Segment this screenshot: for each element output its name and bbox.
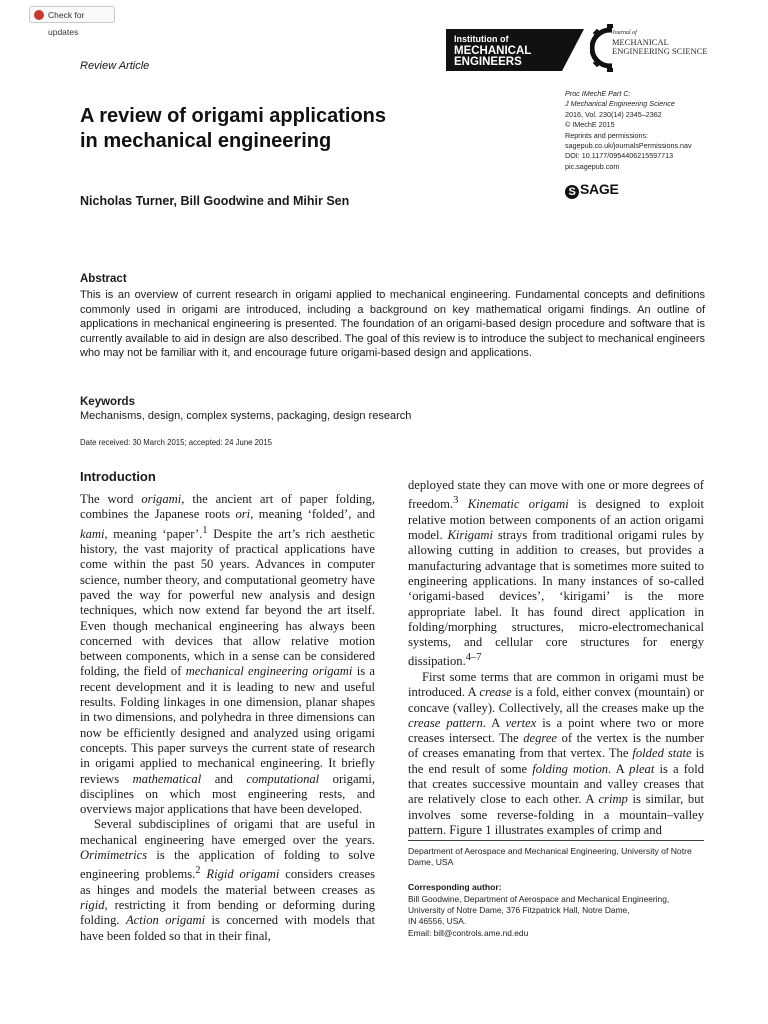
meta-journal-name: J Mechanical Engineering Science bbox=[565, 99, 675, 109]
journal-logo-line1: Journal of bbox=[612, 30, 637, 36]
intro-paragraph-1: The word origami, the ancient art of paper folding, combines the Japanese roots ori, meaning ‘folded’, and kami, meaning ‘paper’.$^1$ Despite the art’s rich aesthetic history, the vast majority of practical applications have come within the past 50 years. Advances in computer science, number theory, and computational geometry have paved the way for powerful new analysis and design techniques, which now extend far beyond the art itself. Even though mechanical engineering has always been concerned with devices that allow relative motion between components, which in a sense can be considered folding, the field of mechanical engineering origami is a recent development and it is leading to new and useful results. Folding linkages in one dimension, planar shapes in two dimensions, and polyhedra in three dimensions can now be efficiently designed and analyzed using origami concepts. This paper surveys the current state of research in origami applied to mechanical engineering. It briefly reviews mathematical and computational origami, disciplines on which most engineering rests, and overviews major applications that have been developed. bbox=[80, 492, 376, 817]
term-mech-eng-origami: mechanical engineering origami bbox=[185, 664, 353, 679]
term-folding-motion: folding motion bbox=[532, 761, 609, 776]
corresponding-zip: IN 46556, USA. bbox=[408, 916, 467, 927]
received-dates: Date received: 30 March 2015; accepted: 24 June 2015 bbox=[80, 438, 273, 447]
term-pleat: pleat bbox=[629, 761, 655, 776]
abstract-text: This is an overview of current research in origami applied to mechanical engineering. Fundamental concepts and definitions commonly used in origami are introduced, including a background on key mathematical origami findings. An outline of applications in mechanical engineering is presented. The foundation of an origami-based design procedure and software that is currently available to aid in design are also described. The goal of this review is to introduce the subject to mechanical engineers who may not be familiar with it, and encourage future origami-based design and applications. bbox=[80, 289, 705, 360]
term-kinematic-origami: Kinematic origami bbox=[467, 497, 569, 512]
corresponding-author-heading: Corresponding author: bbox=[408, 882, 502, 892]
term-vertex: vertex bbox=[505, 715, 537, 730]
imeche-logo bbox=[446, 29, 584, 71]
meta-journal-part: Proc IMechE Part C: bbox=[565, 89, 631, 98]
publication-meta bbox=[565, 89, 692, 172]
sage-logo: S SAGE bbox=[565, 181, 618, 199]
left-column bbox=[80, 492, 375, 944]
citation-2[interactable]: 2 bbox=[195, 865, 201, 877]
meta-reprints: Reprints and permissions: bbox=[565, 130, 649, 140]
abstract-heading: Abstract bbox=[80, 273, 127, 285]
term-rigid-origami: Rigid origami bbox=[206, 867, 280, 882]
term-rigid: rigid bbox=[80, 898, 105, 913]
term-origami: origami bbox=[141, 492, 182, 506]
term-crease-pattern: crease pattern bbox=[408, 715, 483, 730]
journal-logo bbox=[590, 22, 720, 74]
term-ori: ori bbox=[235, 507, 251, 522]
author-list: Nicholas Turner, Bill Goodwine and Mihir Sen bbox=[80, 194, 350, 208]
meta-doi[interactable]: DOI: 10.1177/0954406215597713 bbox=[565, 151, 674, 161]
term-folded-state: folded state bbox=[632, 746, 692, 761]
corresponding-email[interactable]: Email: bill@controls.ame.nd.edu bbox=[408, 927, 529, 938]
meta-volume: 2016, Vol. 230(14) 2345–2362 bbox=[565, 109, 662, 119]
journal-logo-line2: MECHANICAL bbox=[612, 38, 669, 47]
check-for-updates-button[interactable] bbox=[29, 6, 115, 37]
article-title bbox=[80, 104, 386, 154]
term-kami: kami bbox=[80, 526, 105, 541]
meta-website[interactable]: pic.sagepub.com bbox=[565, 161, 620, 171]
article-type: Review Article bbox=[80, 60, 150, 72]
right-column bbox=[408, 478, 704, 838]
term-crimp: crimp bbox=[598, 792, 628, 807]
intro-paragraph-2: Several subdisciplines of origami that are useful in mechanical engineering have emerged over the years. Orimimetrics is the application of folding to solve engineering problems.$^2$ Rigid origami considers creases as hinges and models the material between creases as rigid, restricting it from bending or deforming during folding. Action origami is concerned with models that have been folded so that in their final, bbox=[80, 817, 375, 943]
keywords-text: Mechanisms, design, complex systems, packaging, design research bbox=[80, 410, 412, 422]
term-kirigami: Kirigami bbox=[447, 528, 493, 543]
term-crease: crease bbox=[479, 685, 512, 700]
affiliation: Department of Aerospace and Mechanical Engineering, University of Notre Dame, USA bbox=[408, 846, 692, 868]
term-action-origami: Action origami bbox=[125, 913, 206, 928]
citation-3[interactable]: 3 bbox=[453, 495, 459, 507]
intro-paragraph-3: deployed state they can move with one or more degrees of freedom.$^3$ Kinematic origami is designed to exploit relative motion between components of an action origami model. Kirigami strays from traditional origami rules by allowing cutting in addition to creases, but provides a manufacturing advantage that is sometimes more suited to engineering applications. In many instances of so-called ‘origami-based devices’, ‘kirigami’ is the more appropriate label. It has found direct application in folding/morphing structures, micro-electromechanical systems, and cellular core structures for energy dissipation.$^{4-7}$ bbox=[408, 478, 704, 669]
svg-text:ENGINEERS: ENGINEERS bbox=[454, 56, 522, 68]
citation-4-7[interactable]: 4–7 bbox=[465, 652, 482, 664]
svg-text:MECHANICAL: MECHANICAL bbox=[454, 45, 532, 57]
sage-s-icon: S bbox=[565, 185, 579, 199]
meta-copyright: © IMechE 2015 bbox=[565, 120, 615, 130]
meta-permissions-link[interactable]: sagepub.co.uk/journalsPermissions.nav bbox=[565, 141, 692, 151]
title-line-2: in mechanical engineering bbox=[80, 130, 332, 152]
corresponding-name: Bill Goodwine, Department of Aerospace and Mechanical Engineering, bbox=[408, 894, 670, 904]
footnote-divider bbox=[408, 840, 704, 841]
svg-text:Institution of: Institution of bbox=[454, 34, 509, 44]
check-for-updates-label: Check for updates bbox=[48, 10, 85, 37]
keywords-heading: Keywords bbox=[80, 396, 135, 408]
term-orimimetrics: Orimimetrics bbox=[80, 848, 148, 863]
term-degree: degree bbox=[523, 731, 557, 746]
introduction-heading: Introduction bbox=[80, 469, 156, 484]
term-computational: computational bbox=[246, 771, 320, 786]
citation-1[interactable]: 1 bbox=[202, 524, 208, 536]
corresponding-address: University of Notre Dame, 376 Fitzpatrick Hall, Notre Dame, bbox=[408, 905, 630, 916]
journal-logo-line3: ENGINEERING SCIENCE bbox=[612, 47, 708, 56]
intro-paragraph-4: First some terms that are common in origami must be introduced. A crease is a fold, either convex (mountain) or concave (valley). Collectively, all the creases make up the crease pattern. A vertex is a point where two or more creases intersect. The degree of the vertex is the number of creases emanating from that vertex. The folded state is the end result of some folding motion. A pleat is a fold that creates successive mountain and valley creases that are relatively close to each other. A crimp is similar, but involves some reverse-folding in a mountain–valley pattern. Figure 1 illustrates examples of crimp and bbox=[408, 669, 704, 837]
update-icon bbox=[34, 10, 44, 20]
corresponding-author-details bbox=[408, 894, 708, 939]
term-mathematical: mathematical bbox=[132, 771, 202, 786]
title-line-1: A review of origami applications bbox=[80, 105, 386, 127]
